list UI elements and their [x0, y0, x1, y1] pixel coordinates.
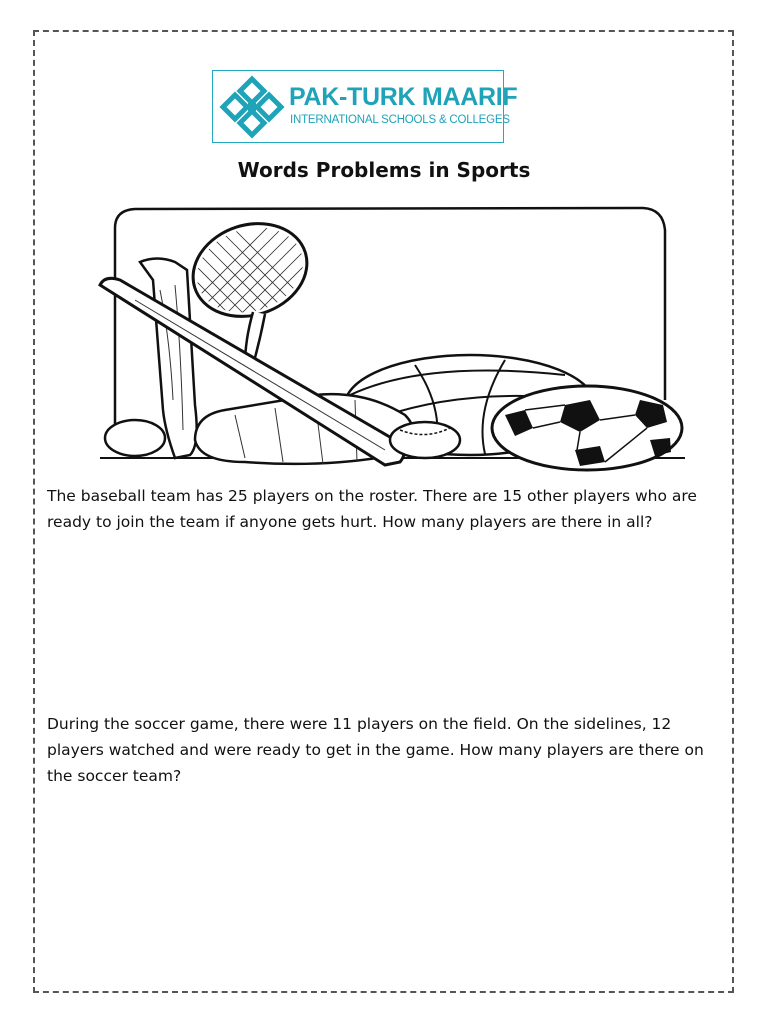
word-problem-2: During the soccer game, there were 11 players on the field. On the sidelines, 12 players watched and were ready to get in the game. How many players are there on the soccer team? — [47, 715, 704, 785]
page-title: Words Problems in Sports — [237, 158, 531, 182]
school-logo — [212, 70, 518, 143]
logo-name: PAK-TURK MAARIF — [289, 83, 518, 111]
word-problem-1: The baseball team has 25 players on the roster. There are 15 other players who are ready to join the team if anyone gets hurt. How many players are there in all? — [47, 487, 697, 531]
logo-emblem-icon — [219, 75, 285, 139]
soccer-ball-icon — [492, 386, 682, 470]
logo-subtitle: INTERNATIONAL SCHOOLS & COLLEGES — [290, 114, 510, 126]
sports-equipment-illustration — [95, 200, 695, 472]
